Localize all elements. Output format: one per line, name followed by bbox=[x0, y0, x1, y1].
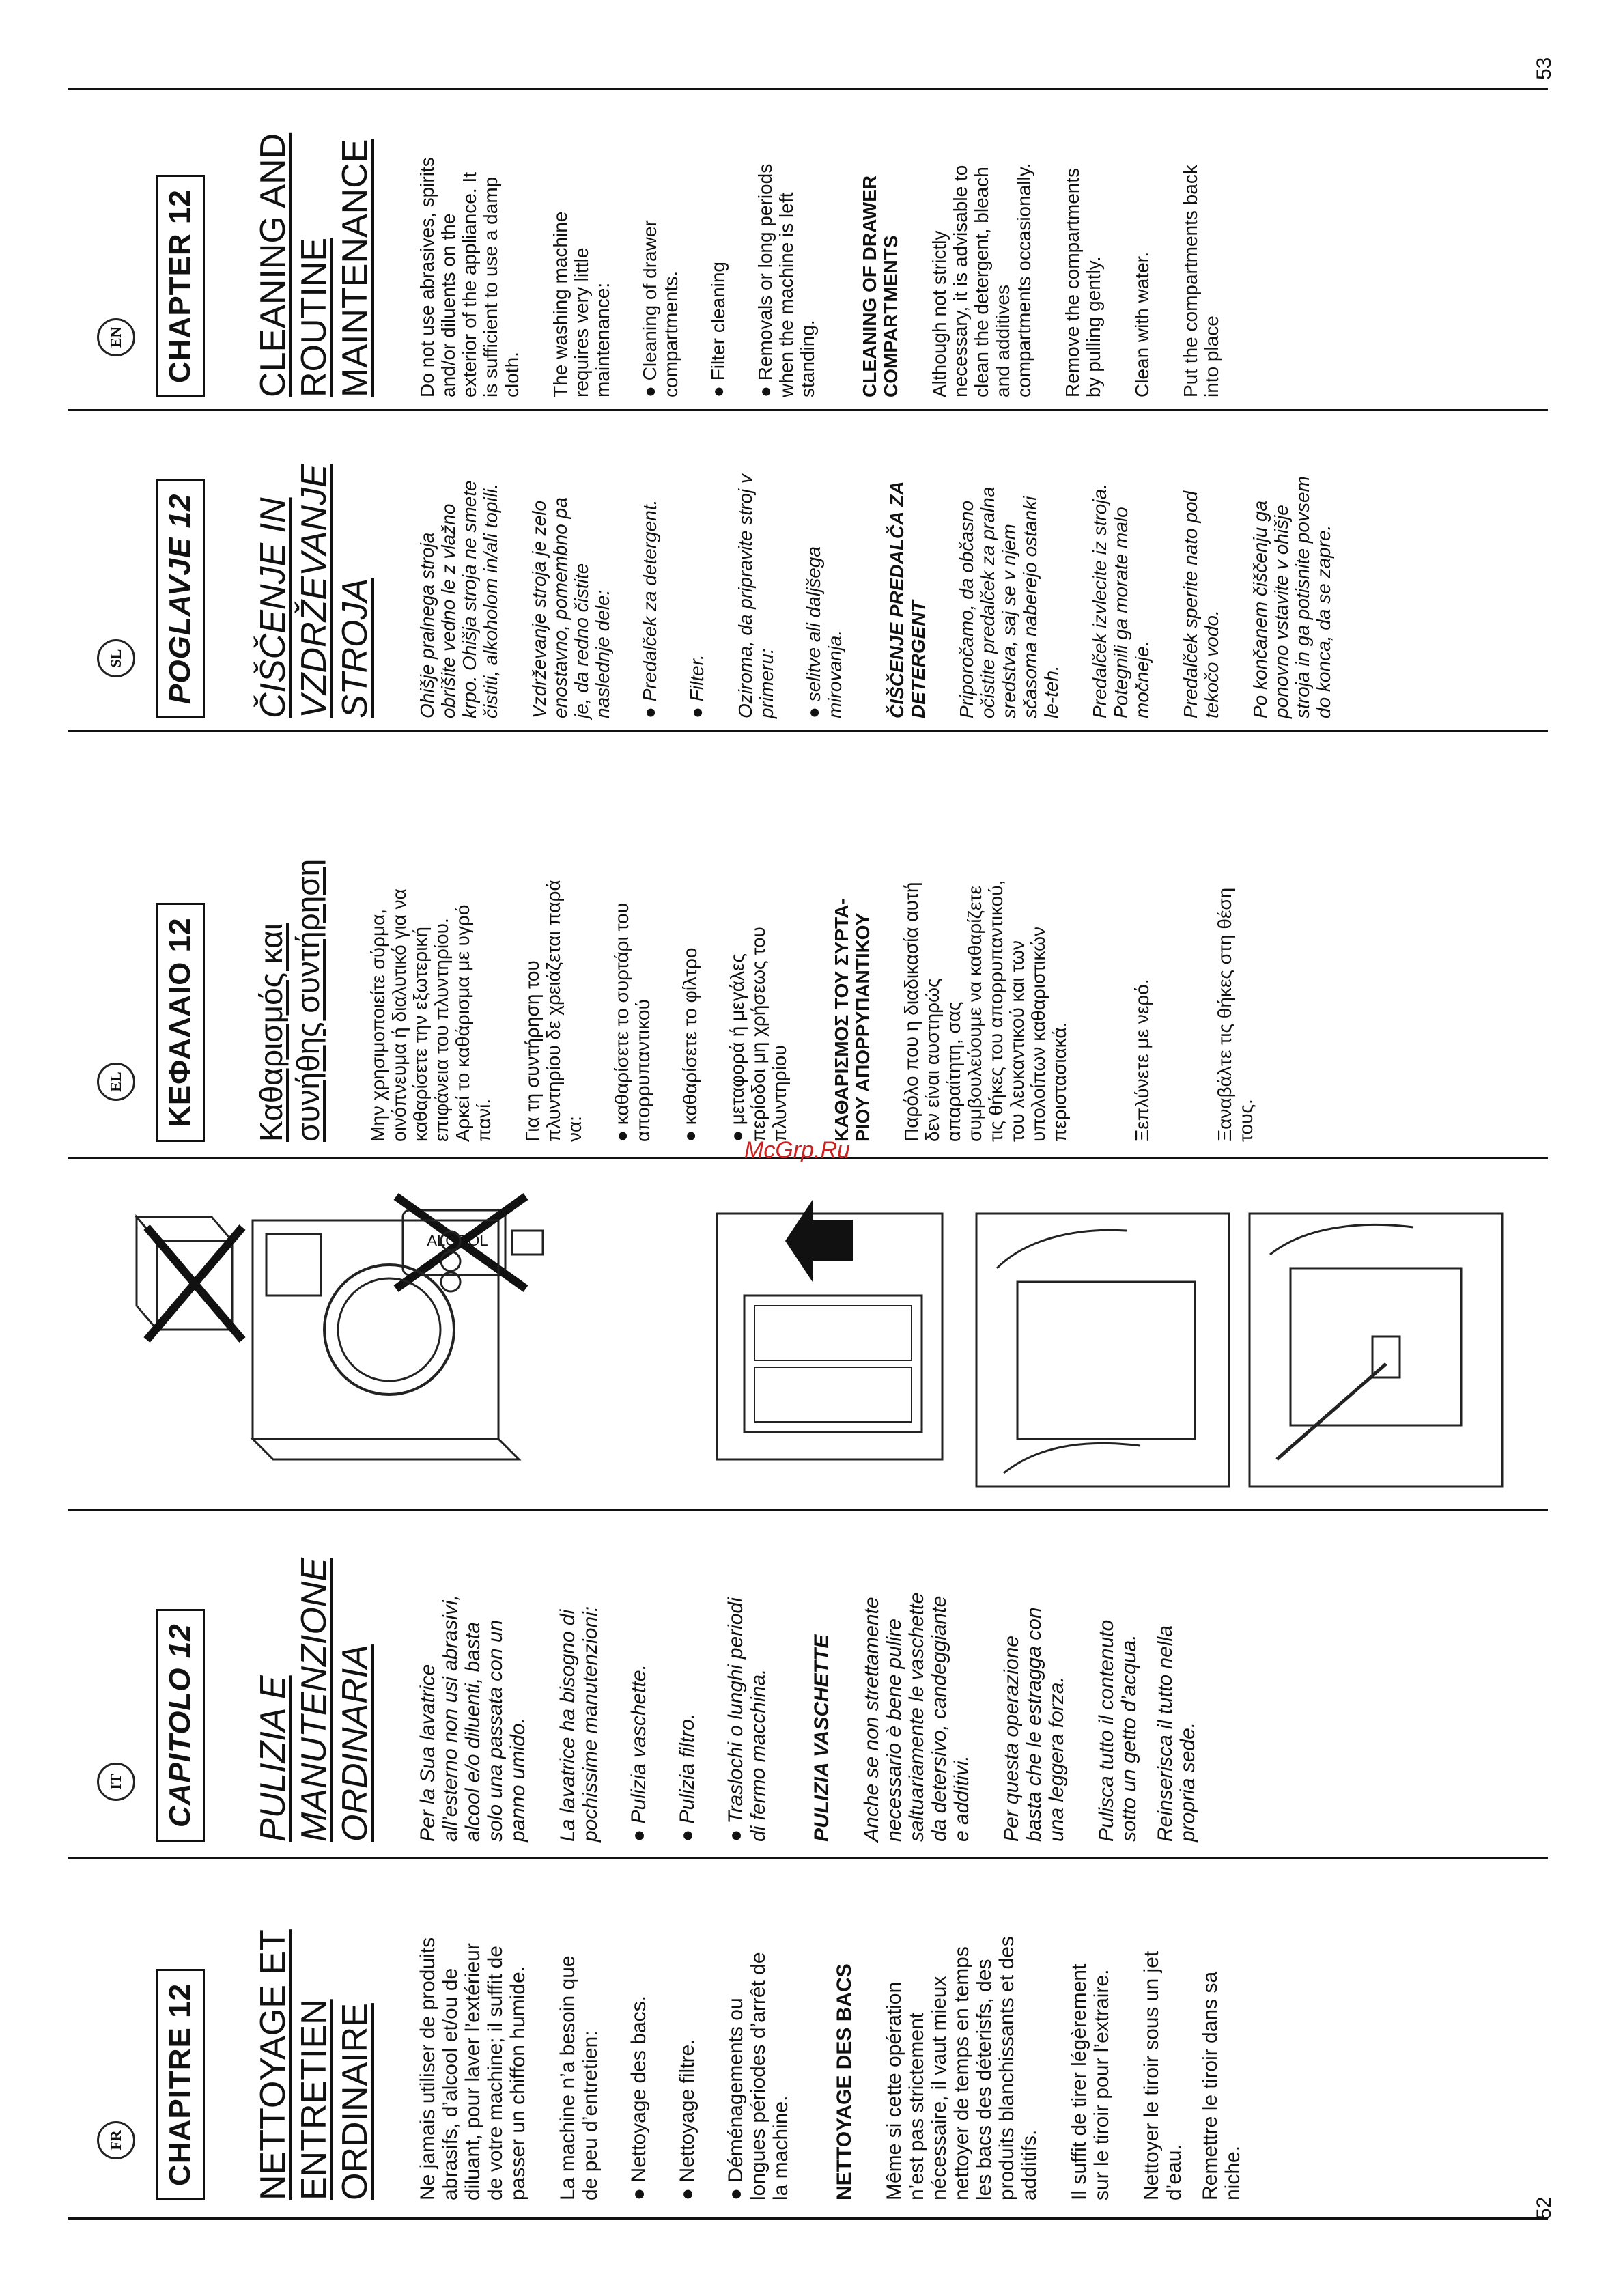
chapter-title-sl: POGLAVJE 12 bbox=[156, 479, 205, 718]
subheading-en: CLEANING OF DRAWER COMPARTMENTS bbox=[859, 175, 901, 397]
bullet-en-3: ● Removals or long periods when the machine is left standing. bbox=[754, 97, 818, 397]
section-title-it: PULIZIA E MANUTENZIONE ORDINARIA bbox=[253, 1558, 375, 1842]
section-title-sl: ČIŠČENJE IN VZDRŽEVANJE STROJA bbox=[253, 464, 375, 718]
bullet-it-2: ● Pulizia filtro. bbox=[676, 1521, 698, 1842]
drawer-brush-panel bbox=[1250, 1214, 1502, 1487]
bullet-fr-3: ● Déménagements ou longues périodes d’arrêt de la machine. bbox=[724, 1873, 792, 2200]
divider-line bbox=[68, 730, 1548, 732]
divider-line bbox=[68, 1857, 1548, 1859]
paragraph-en-3: Although not strictly necessary, it is advisable to clean the detergent, bleach and additives compartments occasionally. bbox=[929, 163, 1034, 397]
section-title-fr: NETTOYAGE ET ENTRETIEN ORDINAIRE bbox=[253, 1929, 375, 2200]
section-title-el: Καθαρισμός και συνήθης συντήρηση bbox=[253, 858, 326, 1142]
illustration-panel bbox=[116, 1169, 1516, 1500]
paragraph-fr-3: Même si cette opération n’est pas strictement nécessaire, il vaut mieux nettoyer de temps en temps les bacs des déterisfs, des produits blanchissants et des additifs. bbox=[883, 1936, 1041, 2200]
paragraph-fr-2: La machine n’a besoin que de peu d’entretien: bbox=[556, 1955, 602, 2200]
bullet-en-2: ● Filter cleaning bbox=[707, 97, 729, 397]
column-en bbox=[89, 97, 1527, 397]
language-badge-it: IT bbox=[97, 1763, 135, 1801]
paragraph-sl-3: Priporočamo, da občasno očistite predalček za pralna sredstva, saj se v njem sčasoma naberejo ostanki le-teh. bbox=[956, 486, 1062, 718]
paragraph-it-5: Pulisca tutto il contenuto sotto un getto d’acqua. bbox=[1095, 1619, 1140, 1842]
paragraph-en-1: Do not use abrasives, spirits and/or diluents on the exterior of the appliance. It is sufficient to use a damp cloth. bbox=[417, 157, 522, 397]
paragraph-sl-oziroma: Oziroma, da pripravite stroj v primeru: bbox=[735, 474, 777, 718]
paragraph-sl-5: Predalček sperite nato pod tekočo vodo. bbox=[1180, 490, 1222, 718]
drawer-extract-panel bbox=[717, 1200, 942, 1459]
illustration-svg bbox=[116, 1169, 1516, 1500]
abrasive-box-crossed-icon bbox=[137, 1217, 242, 1340]
divider-line bbox=[68, 1509, 1548, 1511]
paragraph-en-2: The washing machine requires very little maintenance: bbox=[550, 211, 613, 397]
paragraph-it-6: Reinserisca il tutto nella propria sede. bbox=[1154, 1625, 1199, 1842]
paragraph-en-6: Put the compartments back into place bbox=[1180, 165, 1222, 397]
paragraph-el-3: Παρόλο που η διαδικασία αυτή δεν είναι αυστηρώς απαραίτητη, σας συμβουλεύουμε να καθαρίζετε τις θήκες του απορρυπαντικού, του λευκαντικού και των υπολοίπων καθαριστικών περιστασιακά. bbox=[901, 880, 1070, 1142]
paragraph-el-2: Για τη συντήρηση του πλυντηρίου δε χρειάζεται παρά να: bbox=[522, 880, 585, 1142]
paragraph-it-3: Anche se non strettamente necessario è bene pulire saltuariamente le vaschette da detersivo, candeggiante e additivi. bbox=[860, 1592, 973, 1842]
bullet-en-1: ● Cleaning of drawer compartments. bbox=[639, 97, 681, 397]
section-title-en: CLEANING AND ROUTINE MAINTENANCE bbox=[253, 132, 375, 397]
paragraph-el-5: Ξαναβάλτε τις θήκες στη θέση τους. bbox=[1214, 887, 1256, 1142]
subheading-sl: ČIŠČENJE PREDALČA ZA DETERGENT bbox=[886, 481, 929, 718]
page-number-left: 52 bbox=[1533, 2196, 1555, 2220]
page-number-right: 53 bbox=[1533, 57, 1555, 80]
bullet-sl-2: ● Filter. bbox=[686, 418, 707, 718]
bullet-it-3: ● Traslochi o lunghi periodi di fermo macchina. bbox=[724, 1521, 770, 1842]
column-it bbox=[89, 1521, 1527, 1842]
language-badge-sl: SL bbox=[97, 639, 135, 677]
bullet-el-3: ● μεταφορά ή μεγάλες περίοδοι μη χρήσεως του πλυντηρίου bbox=[726, 739, 790, 1142]
paragraph-it-2: La lavatrice ha bisogno di pochissime manutenzioni: bbox=[556, 1606, 602, 1842]
drawer-rinse-panel bbox=[976, 1214, 1229, 1487]
paragraph-sl-4: Predalček izvlecite iz stroja. Potegnili ga morate malo močneje. bbox=[1089, 484, 1153, 718]
chapter-title-en: CHAPTER 12 bbox=[156, 175, 205, 397]
bullet-el-1: ● καθαρίσετε το συρτάρι του απορρυπαντικού bbox=[611, 739, 653, 1142]
subheading-fr: NETTOYAGE DES BACS bbox=[833, 1963, 856, 2200]
bullet-sl-3: ● selitve ali daljšega mirovanja. bbox=[803, 418, 845, 718]
chapter-title-it: CAPITOLO 12 bbox=[156, 1609, 205, 1842]
language-badge-el: EL bbox=[97, 1063, 135, 1101]
subheading-el: ΚΑΘΑΡΙΣΜΟΣ ΤΟΥ ΣΥΡΤΑ- ΡΙΟΥ ΑΠΟΡΡΥΠΑΝΤΙΚΟΥ bbox=[831, 898, 873, 1142]
column-fr bbox=[89, 1873, 1527, 2200]
divider-line bbox=[68, 88, 1548, 90]
bullet-el-2: ● καθαρίσετε το φίλτρο bbox=[679, 739, 701, 1142]
language-badge-en: EN bbox=[97, 318, 135, 356]
paragraph-fr-6: Remettre le tiroir dans sa niche. bbox=[1199, 1971, 1244, 2200]
paragraph-en-4: Remove the compartments by pulling gently. bbox=[1062, 167, 1104, 397]
divider-line bbox=[68, 409, 1548, 411]
column-sl bbox=[89, 418, 1527, 718]
paragraph-en-5: Clean with water. bbox=[1131, 251, 1153, 397]
language-badge-fr: FR bbox=[97, 2121, 135, 2159]
bullet-fr-1: ● Nettoyage des bacs. bbox=[627, 1873, 650, 2200]
paragraph-it-4: Per questa operazione basta che le estragga con una leggera forza. bbox=[1000, 1607, 1068, 1842]
bullet-fr-2: ● Nettoyage filtre. bbox=[676, 1873, 698, 2200]
paragraph-fr-4: Il suffit de tirer légèrement sur le tiroir pour l’extraire. bbox=[1068, 1963, 1113, 2200]
paragraph-fr-5: Nettoyer le tiroir sous un jet d’eau. bbox=[1140, 1950, 1185, 2200]
subheading-it: PULIZIA VASCHETTE bbox=[810, 1634, 833, 1842]
paragraph-sl-2: Vzdrževanje stroja je zelo enostavno, pomembno pa je, da redno čistite naslednje dele: bbox=[528, 497, 613, 718]
alcohol-label: ALCOOL bbox=[427, 1232, 488, 1249]
paragraph-fr-1: Ne jamais utiliser de produits abrasifs, d’alcool et/ou de diluant, pour laver l’extérieur de votre machine; il suffit de passer un chiffon humide. bbox=[417, 1937, 529, 2200]
column-el bbox=[89, 739, 1527, 1142]
chapter-title-el: ΚΕΦΑΛΑΙΟ 12 bbox=[156, 903, 205, 1142]
paragraph-el-4: Ξεπλύνετε με νερό. bbox=[1131, 979, 1153, 1142]
bullet-it-1: ● Pulizia vaschette. bbox=[627, 1521, 650, 1842]
bullet-sl-1: ● Predalček za detergent. bbox=[639, 418, 660, 718]
watermark: McGrp.Ru bbox=[744, 1137, 850, 1163]
paragraph-sl-6: Po končanem čiščenju ga ponovno vstavite v ohišje stroja in ga potisnite povsem do konca, da se zapre. bbox=[1250, 476, 1334, 718]
paragraph-it-1: Per la Sua lavatrice all’esterno non usi abrasivi, alcool e/o diluenti, basta solo una passata con un panno umido. bbox=[417, 1595, 529, 1842]
chapter-title-fr: CHAPITRE 12 bbox=[156, 1969, 205, 2200]
divider-line bbox=[68, 2217, 1548, 2220]
paragraph-el-1: Μην χρησιμοποιείτε σύρμα, οινόπνευμα ή διαλυτικό για να καθαρίσετε την εξωτερική επιφάνεια του πλυντηρίου. Αρκεί το καθάρισμα με υγρό πανί. bbox=[367, 888, 494, 1142]
paragraph-sl-1: Ohišje pralnega stroja obrišite vedno le z vlažno krpo. Ohišja stroja ne smete čistiti, alkoholom in/ali topili. bbox=[417, 480, 501, 718]
